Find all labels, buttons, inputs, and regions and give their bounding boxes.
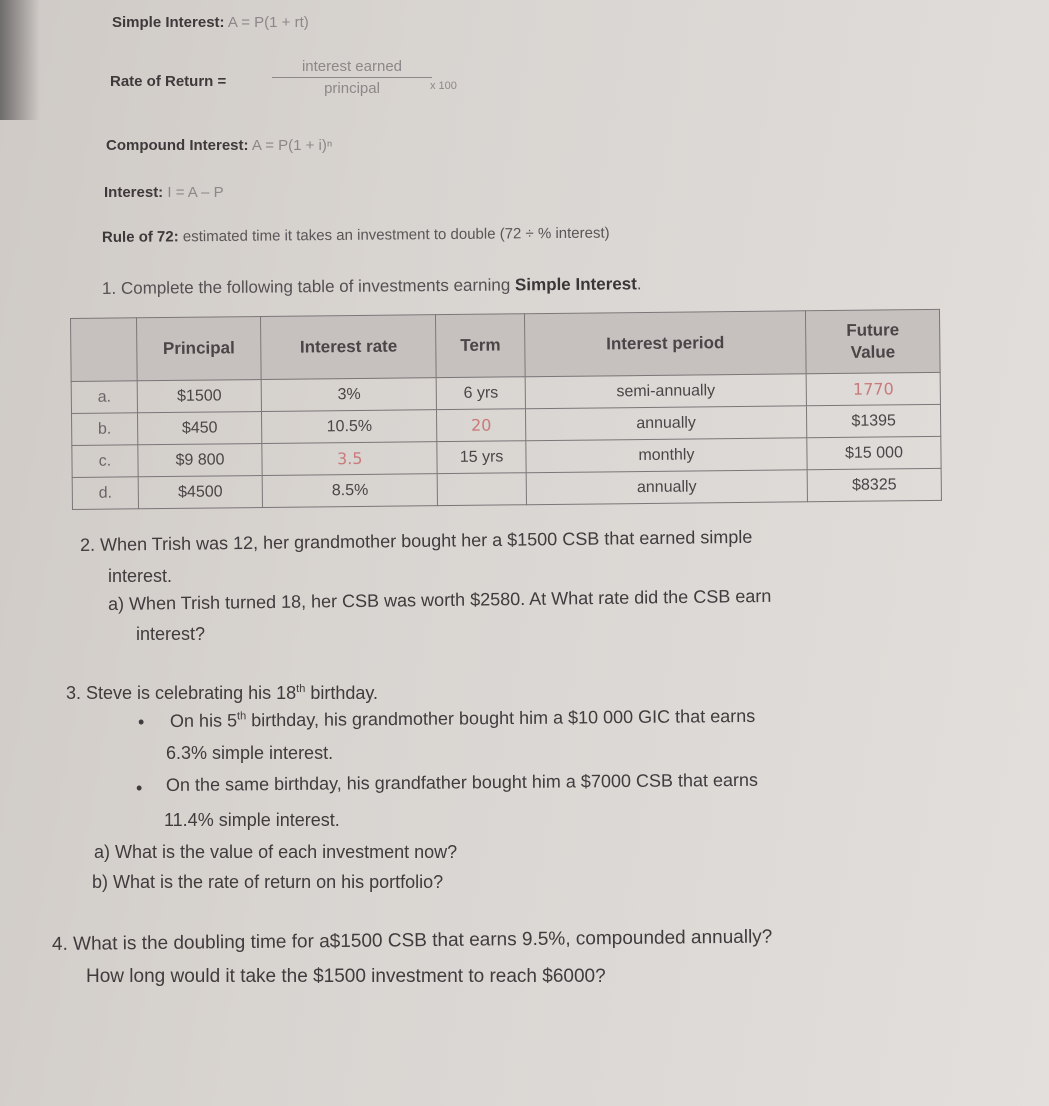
question-1-bold: Simple Interest: [514, 274, 637, 295]
cell-future: $15 000: [807, 436, 941, 469]
question-1-number: 1.: [101, 278, 117, 298]
bullet-1: •: [138, 712, 145, 732]
question-3-line-1: [66, 683, 378, 704]
question-3-bullet-2-line-1: On the same birthday, his grandfather bought him a $7000 CSB that earns: [165, 769, 759, 795]
question-4-line-2: How long would it take the $1500 investment to reach $6000?: [86, 966, 606, 987]
cell-rate: 10.5%: [262, 410, 438, 444]
compound-interest-label: Compound Interest:: [106, 137, 249, 154]
row-label: c.: [72, 445, 138, 478]
question-3-bullet-1-line-2: 6.3% simple interest.: [166, 743, 334, 763]
question-3-text-a: 3. Steve is celebrating his 18: [66, 683, 297, 703]
cell-term: 6 yrs: [437, 377, 526, 410]
simple-interest-formula: A = P(1 + rt): [227, 14, 309, 31]
question-1-text: Complete the following table of investments earning: [120, 275, 511, 298]
cell-period: annually: [525, 406, 807, 441]
cell-period: monthly: [526, 438, 808, 473]
compound-interest-line: [106, 137, 332, 154]
question-3-bullet-2-line-2: 11.4% simple interest.: [164, 810, 340, 830]
rule72-label: Rule of 72:: [101, 228, 179, 246]
cell-term-handwritten: 20: [437, 409, 526, 442]
cell-term: [438, 473, 527, 506]
header-interest-rate: Interest rate: [261, 315, 437, 380]
interest-formula: I = A – P: [167, 184, 224, 201]
cell-principal: $450: [137, 411, 261, 444]
bullet-2: •: [136, 778, 143, 798]
question-2-line-1: 2. When Trish was 12, her grandmother bought her a $1500 CSB that earned simple: [79, 526, 753, 555]
rule-of-72-line: [102, 225, 610, 246]
cell-principal: $9 800: [138, 443, 262, 476]
row-label: a.: [71, 381, 137, 414]
rule72-text: estimated time it takes an investment to double (72 ÷ % interest): [182, 224, 610, 246]
cell-principal: $1500: [137, 380, 261, 413]
question-2a-line-1: a) When Trish turned 18, her CSB was worth $2580. At What rate did the CSB earn: [107, 585, 772, 614]
header-blank: [71, 318, 138, 382]
rate-numerator: interest earned: [272, 58, 432, 78]
question-1: [102, 274, 642, 299]
cell-rate: 3%: [261, 378, 437, 412]
bullet-1-text-a: On his 5: [169, 710, 238, 731]
question-3b: b) What is the rate of return on his portfolio?: [92, 872, 444, 892]
header-future-value: Future Value: [806, 309, 941, 373]
rate-multiplier: x 100: [430, 80, 457, 92]
table-header-row: [71, 309, 941, 381]
question-3a: a) What is the value of each investment now?: [94, 842, 458, 862]
row-label: d.: [72, 477, 138, 510]
question-3-text-b: birthday.: [305, 683, 379, 703]
compound-interest-formula: A = P(1 + i)ⁿ: [251, 137, 333, 154]
cell-rate: 8.5%: [262, 474, 438, 508]
simple-interest-label: Simple Interest:: [112, 14, 225, 31]
cell-period: semi-annually: [525, 374, 807, 409]
investment-table: [70, 309, 942, 510]
row-label: b.: [72, 413, 138, 446]
simple-interest-line: [112, 14, 309, 31]
interest-label: Interest:: [104, 184, 164, 201]
rate-denominator: principal: [324, 80, 380, 97]
interest-line: [104, 184, 224, 201]
cell-future-handwritten: 1770: [806, 372, 940, 405]
question-2-line-2: interest.: [108, 566, 173, 586]
cell-term: 15 yrs: [437, 441, 526, 474]
rate-of-return-label: Rate of Return =: [110, 73, 227, 90]
cell-future: $1395: [807, 404, 941, 437]
cell-future: $8325: [807, 468, 941, 501]
question-2a-line-2: interest?: [136, 624, 206, 644]
cell-principal: $4500: [138, 475, 262, 508]
question-4-line-1: 4. What is the doubling time for a$1500 CSB that earns 9.5%, compounded annually?: [51, 926, 773, 955]
header-interest-period: Interest period: [524, 311, 806, 377]
question-3-sup: th: [296, 683, 306, 695]
header-term: Term: [436, 314, 525, 378]
bullet-1-text-b: birthday, his grandmother bought him a $10 000 GIC that earns: [246, 705, 756, 731]
cell-period: annually: [526, 470, 808, 505]
question-1-end: .: [636, 274, 642, 294]
question-3-bullet-1-line-1: [170, 706, 755, 732]
cell-rate-handwritten: 3.5: [262, 442, 438, 476]
bullet-1-sup: th: [236, 710, 247, 723]
rate-of-return-fraction: [272, 58, 432, 97]
header-principal: Principal: [136, 317, 261, 381]
